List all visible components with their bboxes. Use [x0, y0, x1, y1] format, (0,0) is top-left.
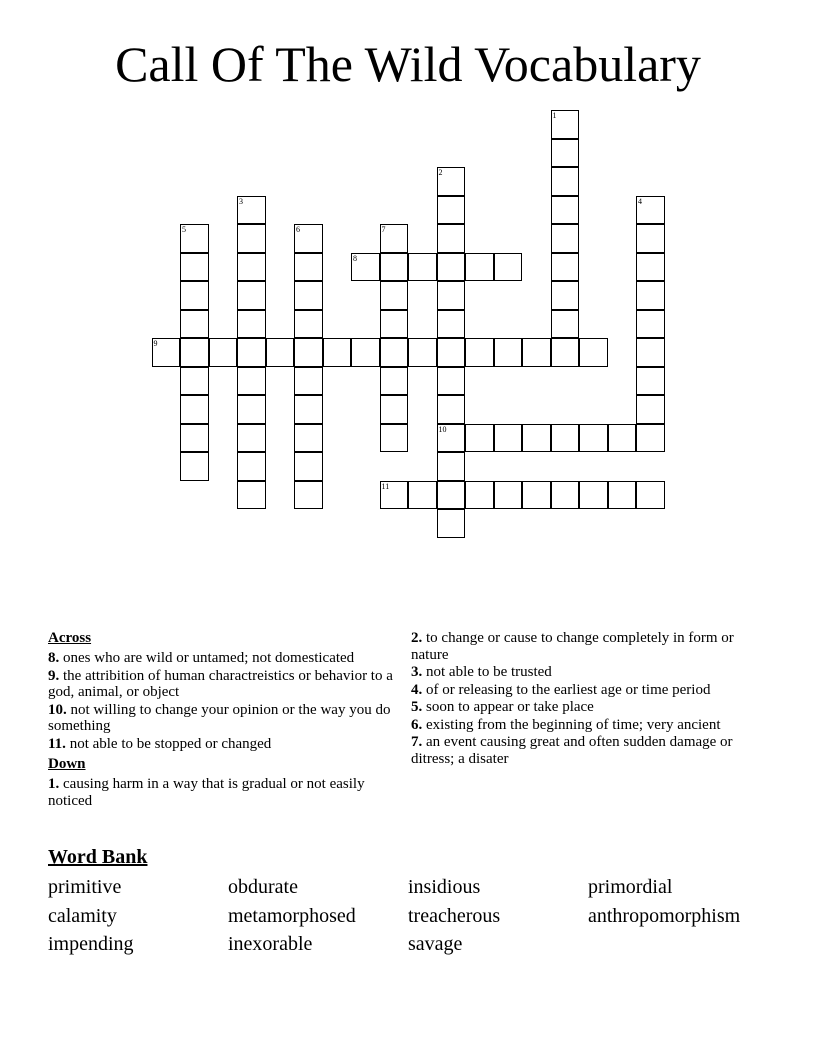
grid-cell[interactable] — [636, 224, 665, 253]
grid-cell[interactable] — [465, 253, 494, 282]
grid-cell[interactable] — [437, 281, 466, 310]
clue-number: 11 — [381, 481, 390, 491]
grid-cell[interactable] — [266, 338, 295, 367]
grid-cell[interactable] — [494, 253, 523, 282]
clue-number: 5 — [182, 225, 186, 234]
clue-item-number: 5. — [411, 699, 423, 715]
grid-cell[interactable] — [380, 310, 409, 339]
grid-cell[interactable] — [437, 509, 466, 538]
clue-number: 7 — [381, 225, 386, 234]
clue-item-number: 1. — [48, 776, 60, 792]
grid-cell[interactable] — [636, 338, 665, 367]
word-bank-item: metamorphosed — [228, 904, 356, 927]
grid-cell[interactable] — [237, 310, 266, 339]
grid-cell[interactable] — [579, 424, 608, 453]
grid-cell[interactable] — [209, 338, 238, 367]
clue-number: 8 — [353, 253, 357, 263]
word-bank-item: treacherous — [408, 904, 501, 927]
clue-number: 9 — [153, 339, 158, 348]
grid-cell[interactable] — [636, 196, 665, 225]
grid-cell[interactable] — [380, 424, 409, 453]
grid-cell[interactable] — [551, 110, 580, 139]
grid-cell[interactable] — [180, 452, 209, 481]
grid-cell[interactable] — [437, 167, 466, 196]
grid-cell[interactable] — [180, 253, 209, 282]
clue-item-text: not able to be stopped or changed — [65, 735, 272, 752]
clues-left-column — [48, 630, 393, 810]
grid-cell[interactable] — [437, 452, 466, 481]
grid-cell[interactable] — [494, 338, 523, 367]
grid-cell[interactable] — [636, 395, 665, 424]
grid-cell[interactable] — [437, 481, 466, 510]
grid-cell[interactable] — [294, 253, 323, 282]
clue-item-text: of or releasing to the earliest age or time period — [422, 681, 711, 698]
grid-cell[interactable] — [437, 224, 466, 253]
grid-cell[interactable] — [380, 481, 409, 510]
grid-cell[interactable] — [551, 196, 580, 225]
grid-cell[interactable] — [294, 367, 323, 396]
grid-cell[interactable] — [294, 424, 323, 453]
grid-cell[interactable] — [437, 196, 466, 225]
grid-cell[interactable] — [522, 424, 551, 453]
page-title: Call Of The Wild Vocabulary — [115, 36, 701, 92]
word-bank-item: insidious — [408, 876, 481, 898]
clue-item — [48, 702, 393, 735]
grid-cell[interactable] — [408, 253, 437, 282]
clue-item-number: 11. — [48, 735, 66, 752]
grid-cell[interactable] — [237, 196, 266, 225]
grid-cell[interactable] — [237, 452, 266, 481]
word-bank-item: savage — [408, 933, 463, 955]
grid-cell[interactable] — [551, 338, 580, 367]
grid-cell[interactable] — [294, 310, 323, 339]
grid-cell[interactable] — [180, 424, 209, 453]
grid-cell[interactable] — [636, 367, 665, 396]
clue-item-text: causing harm in a way that is gradual or not easily noticed — [48, 776, 365, 809]
clue-item-text: ones who are wild or untamed; not domesticated — [59, 650, 355, 666]
clue-item-text: not willing to change your opinion or the way you do something — [48, 701, 391, 734]
grid-cell[interactable] — [437, 253, 466, 282]
grid-cell[interactable] — [294, 224, 323, 253]
grid-cell[interactable] — [551, 481, 580, 510]
clue-item-text: soon to appear or take place — [422, 699, 594, 715]
grid-cell[interactable] — [180, 395, 209, 424]
clue-number: 6 — [296, 225, 300, 234]
grid-cell[interactable] — [465, 424, 494, 453]
grid-cell[interactable] — [380, 253, 409, 282]
clue-item-number: 10. — [48, 701, 67, 718]
clue-number: 1 — [552, 111, 557, 120]
grid-cell[interactable] — [636, 424, 665, 453]
clue-item-number: 2. — [411, 630, 423, 646]
grid-cell[interactable] — [237, 338, 266, 367]
grid-cell[interactable] — [551, 224, 580, 253]
grid-cell[interactable] — [437, 367, 466, 396]
clue-item-text: to change or cause to change completely in form or nature — [411, 630, 734, 663]
clue-item — [411, 699, 741, 716]
clue-item-number: 8. — [48, 650, 60, 666]
clue-item-text: an event causing great and often sudden damage or ditress; a disater — [411, 734, 733, 767]
clue-item — [411, 717, 741, 734]
grid-cell[interactable] — [380, 395, 409, 424]
grid-cell[interactable] — [608, 481, 637, 510]
grid-cell[interactable] — [579, 338, 608, 367]
grid-cell[interactable] — [551, 281, 580, 310]
grid-cell[interactable] — [237, 367, 266, 396]
grid-cell[interactable] — [465, 481, 494, 510]
grid-cell[interactable] — [494, 481, 523, 510]
grid-cell[interactable] — [237, 224, 266, 253]
grid-cell[interactable] — [494, 424, 523, 453]
grid-cell[interactable] — [351, 338, 380, 367]
word-bank-title: Word Bank — [48, 846, 148, 868]
grid-cell[interactable] — [294, 452, 323, 481]
grid-cell[interactable] — [636, 253, 665, 282]
grid-cell[interactable] — [294, 395, 323, 424]
clue-item — [48, 668, 393, 701]
grid-cell[interactable] — [579, 481, 608, 510]
grid-cell[interactable] — [180, 281, 209, 310]
clue-item-number: 9. — [48, 667, 60, 684]
word-bank-item: primitive — [48, 876, 122, 898]
clue-item-number: 3. — [411, 664, 423, 680]
grid-cell[interactable] — [152, 338, 181, 367]
grid-cell[interactable] — [437, 310, 466, 339]
grid-cell[interactable] — [380, 338, 409, 367]
grid-cell[interactable] — [237, 481, 266, 510]
grid-cell[interactable] — [437, 424, 466, 453]
clue-item-number: 6. — [411, 716, 423, 733]
grid-cell[interactable] — [180, 338, 209, 367]
down-clue-list — [48, 776, 393, 809]
word-bank — [48, 873, 788, 959]
across-clue-list — [48, 650, 393, 752]
grid-cell[interactable] — [237, 395, 266, 424]
clue-item — [411, 734, 741, 767]
clue-item — [48, 736, 393, 753]
clue-item-text: the attribition of human charactreistics or behavior to a god, animal, or object — [48, 667, 393, 700]
word-bank-item: inexorable — [228, 933, 313, 955]
grid-cell[interactable] — [351, 253, 380, 282]
grid-cell[interactable] — [380, 281, 409, 310]
word-bank-item: calamity — [48, 904, 117, 927]
clue-item-text: existing from the beginning of time; very ancient — [422, 716, 721, 733]
grid-cell[interactable] — [551, 424, 580, 453]
clue-number: 2 — [438, 168, 443, 177]
grid-cell[interactable] — [294, 281, 323, 310]
grid-cell[interactable] — [380, 367, 409, 396]
grid-cell[interactable] — [237, 253, 266, 282]
grid-cell[interactable] — [237, 424, 266, 453]
grid-cell[interactable] — [237, 281, 266, 310]
grid-cell[interactable] — [522, 481, 551, 510]
clue-item — [48, 776, 393, 809]
grid-cell[interactable] — [437, 395, 466, 424]
grid-cell[interactable] — [636, 310, 665, 339]
grid-cell[interactable] — [408, 338, 437, 367]
clue-number: 3 — [239, 196, 243, 206]
grid-cell[interactable] — [294, 481, 323, 510]
grid-cell[interactable] — [408, 481, 437, 510]
clue-item-text: not able to be trusted — [422, 664, 552, 680]
grid-cell[interactable] — [551, 167, 580, 196]
grid-cell[interactable] — [551, 139, 580, 168]
grid-cell[interactable] — [551, 253, 580, 282]
grid-cell[interactable] — [608, 424, 637, 453]
grid-cell[interactable] — [380, 224, 409, 253]
clue-number: 4 — [638, 196, 642, 206]
word-bank-item: obdurate — [228, 876, 298, 898]
down-heading: Down — [48, 756, 86, 772]
clue-item-number: 7. — [411, 734, 423, 750]
grid-cell[interactable] — [323, 338, 352, 367]
clue-item — [411, 682, 741, 699]
clue-item — [48, 650, 393, 667]
grid-cell[interactable] — [465, 338, 494, 367]
word-bank-item: impending — [48, 933, 134, 955]
clues-right-column — [411, 630, 741, 768]
grid-cell[interactable] — [522, 338, 551, 367]
word-bank-item: anthropomorphism — [588, 904, 741, 927]
clue-number: 10 — [438, 424, 447, 434]
clue-item — [411, 664, 741, 681]
clue-item — [411, 630, 741, 663]
grid-cell[interactable] — [551, 310, 580, 339]
grid-cell[interactable] — [437, 338, 466, 367]
grid-cell[interactable] — [180, 367, 209, 396]
grid-cell[interactable] — [294, 338, 323, 367]
grid-cell[interactable] — [180, 310, 209, 339]
grid-cell[interactable] — [636, 281, 665, 310]
across-heading: Across — [48, 630, 92, 646]
grid-cell[interactable] — [636, 481, 665, 510]
clue-item-number: 4. — [411, 681, 423, 698]
word-bank-item: primordial — [588, 876, 673, 898]
grid-cell[interactable] — [180, 224, 209, 253]
